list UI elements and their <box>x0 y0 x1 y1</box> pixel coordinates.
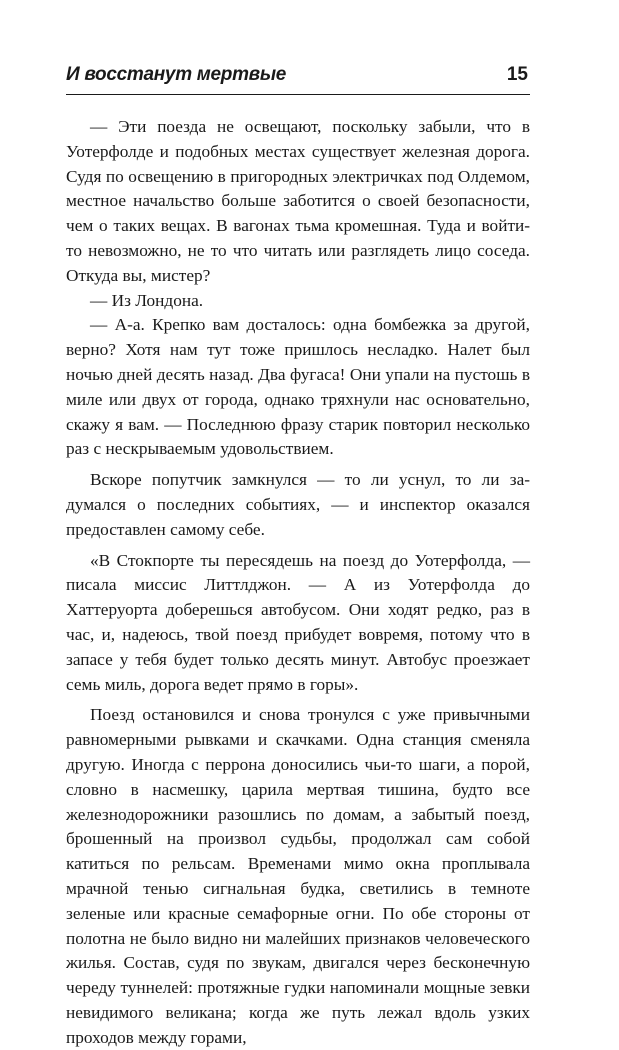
running-title: И восстанут мертвые <box>66 64 287 85</box>
paragraph: Поезд остановился и снова тронулся с уже привычными равномерными рывками и скачками. Одна станция сменяла другую. Иногда с перрона доносились чьи-то шаги, а порой, словно в насмешку, царила мертвая тишина, будто все железнодорожники разошлись по домам, а забытый поезд, брошенный на произвол судьбы, продолжал сам собой катиться по рельсам. Временами мимо окна проплывала мрачной тенью сигнальная будка, светились в темноте зеленые или красные семафорные огни. По обе стороны от полотна не было видно ни малейших признаков человеческого жилья. Состав, судя по звукам, двигался через бесконечную череду туннелей: протяжные гудки напоминали мощные зевки невидимого великана; когда же путь лежал вдоль узких проходов между горами, <box>66 705 530 1047</box>
paragraph: — А-а. Крепко вам досталось: одна бомбежка за другой, верно? Хотя нам тут тоже пришлось несладко. Налет был ночью дней десять назад. Два фугаса! Они упали на пустошь в миле или двух от города, однако тряхнули нас основательно, скажу я вам. — Последнюю фразу старик повторил несколько раз с нескрываемым удовольствием. <box>66 315 530 459</box>
paragraph: — Из Лондона. <box>90 290 204 310</box>
paragraph: — Эти поезда не освещают, поскольку забыли, что в Уотерфолде и подобных местах существует железная дорога. Судя по освещению в пригородных электричках под Олдемом, местное начальство больше заботится о своей безопасности, чем о таких вещах. В вагонах тьма кромешная. Туда и войти-то невозможно, не то что читать или разглядеть лицо соседа. Откуда вы, мистер? <box>66 117 530 285</box>
page-number: 15 <box>506 64 528 85</box>
paragraph: Вскоре попутчик замкнулся — то ли уснул, то ли задумался о последних событиях, — и инспектор оказался предоставлен самому себе. <box>66 470 530 539</box>
book-page <box>66 62 530 1050</box>
body-text <box>66 115 530 1050</box>
running-header <box>66 62 530 95</box>
paragraph: «В Стокпорте ты пересядешь на поезд до Уотерфолда, — писала миссис Литтлджон. — А из Уотерфолда до Хаттеруорта доберешься автобусом. Они ходят редко, раз в час, и, надеюсь, твой поезд прибудет вовремя, потому что в запасе у тебя будет только десять минут. Автобус проезжает семь миль, дорога ведет прямо в горы». <box>66 550 530 694</box>
